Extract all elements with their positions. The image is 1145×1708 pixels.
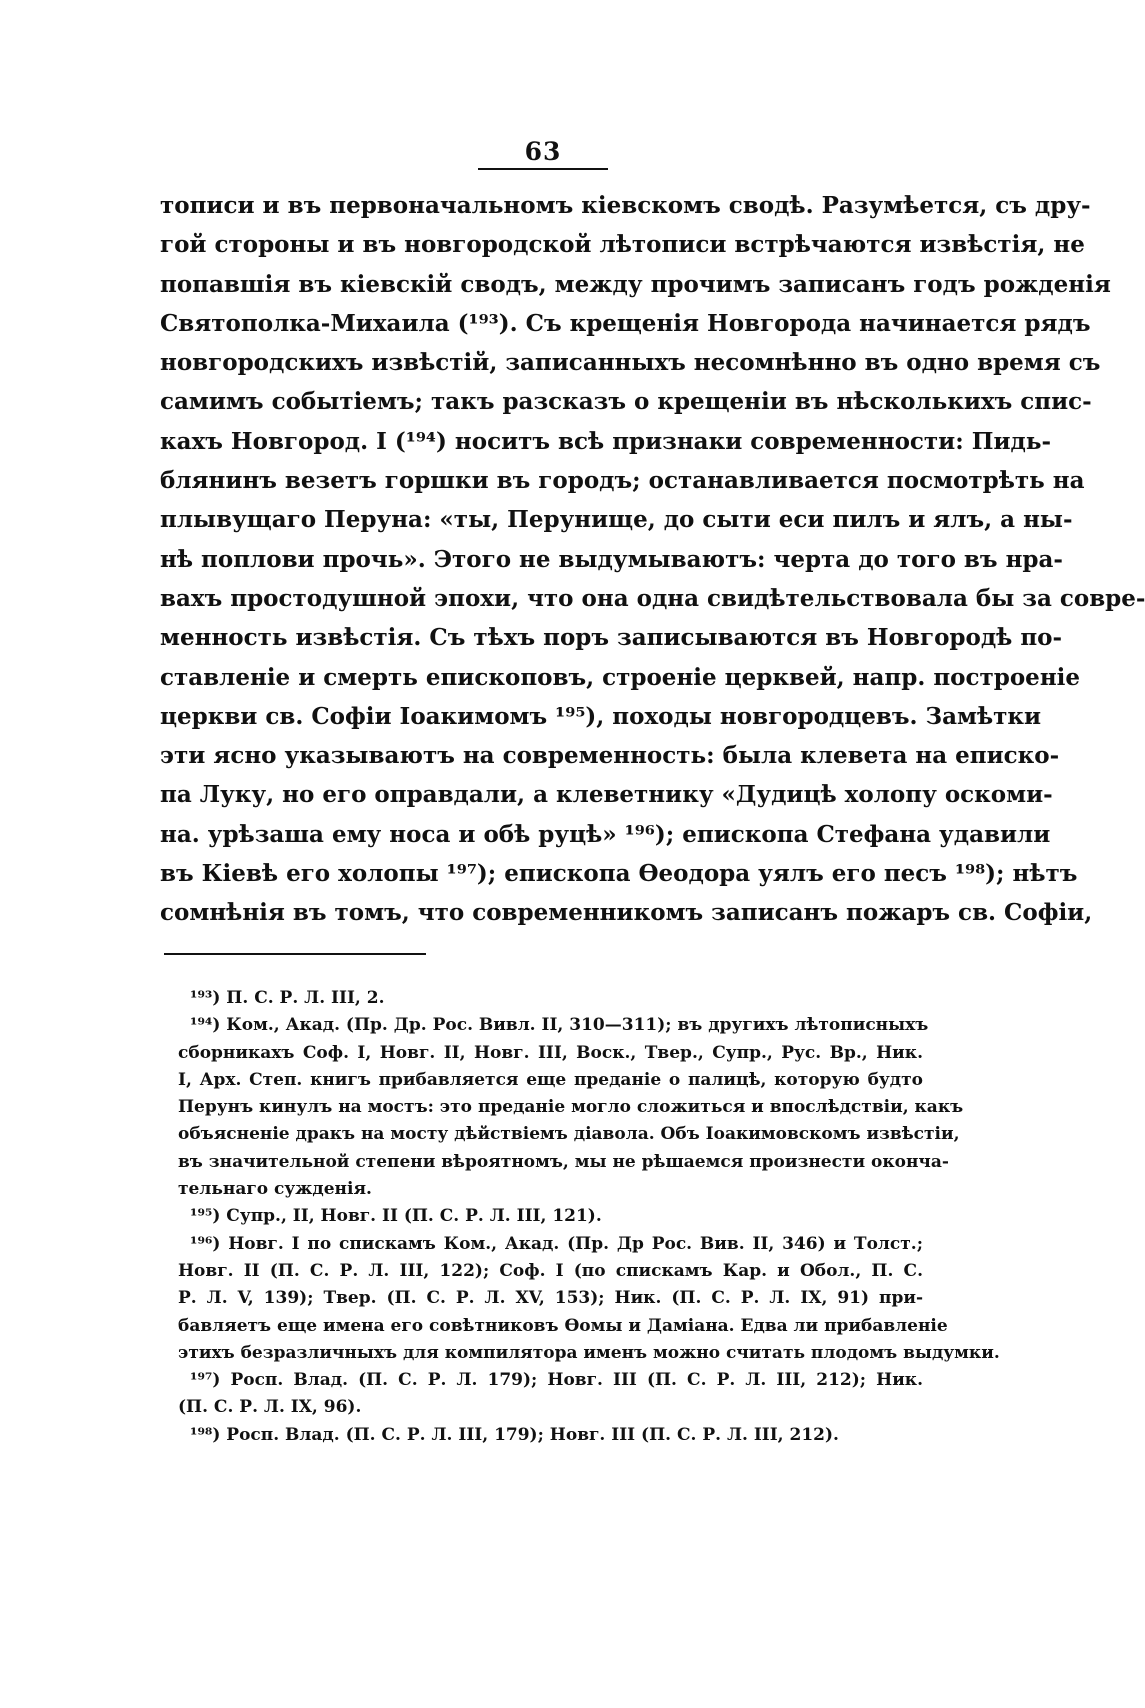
text-line: новгородскихъ извѣстій, записанныхъ несомнѣнно въ одно время съ: [160, 349, 1101, 377]
footnote-line: въ значительной степени вѣроятномъ, мы не рѣшаемся произнести оконча-: [178, 1151, 949, 1172]
footnote-separator: [164, 953, 426, 955]
footnote-line: ¹⁹⁸) Росп. Влад. (П. С. Р. Л. III, 179); Новг. III (П. С. Р. Л. III, 212).: [190, 1424, 839, 1445]
text-line: самимъ событіемъ; такъ разсказъ о крещеніи въ нѣсколькихъ спис-: [160, 388, 1092, 416]
footnote-line: тельнаго сужденія.: [178, 1179, 372, 1200]
text-line: ставленіе и смерть епископовъ, строеніе церквей, напр. построеніе: [160, 663, 1081, 691]
footnote-line: сборникахъ Соф. I, Новг. II, Новг. III, Воск., Твер., Супр., Рус. Вр., Ник.: [178, 1042, 923, 1063]
text-line: эти ясно указываютъ на современность: была клевета на еписко-: [160, 742, 1060, 770]
text-line: плывущаго Перуна: «ты, Перунище, до сыти еси пилъ и ялъ, а ны-: [160, 506, 1073, 534]
text-line: сомнѣнія въ томъ, что современникомъ записанъ пожаръ св. Софіи,: [160, 899, 1093, 927]
footnote-line: ¹⁹⁵) Супр., II, Новг. II (П. С. Р. Л. III, 121).: [190, 1206, 602, 1227]
footnote-line: Новг. II (П. С. Р. Л. III, 122); Соф. I (по спискамъ Кар. и Обол., П. С.: [178, 1260, 923, 1281]
footnotes-block: [178, 985, 1000, 1449]
text-line: менность извѣстія. Съ тѣхъ поръ записываются въ Новгородѣ по-: [160, 624, 1063, 652]
footnote-line: объясненіе дракъ на мосту дѣйствіемъ діавола. Объ Іоакимовскомъ извѣстіи,: [178, 1124, 960, 1145]
page-number-rule: [478, 168, 608, 170]
text-line: Святополка-Михаила (¹⁹³). Съ крещенія Новгорода начинается рядъ: [160, 309, 1091, 337]
page-number: 63: [524, 137, 562, 166]
footnote-line: ¹⁹⁶) Новг. I по спискамъ Ком., Акад. (Пр. Др Рос. Вив. II, 346) и Толст.;: [190, 1233, 923, 1254]
text-line: нѣ поплови прочь». Этого не выдумываютъ: черта до того въ нра-: [160, 545, 1063, 573]
text-line: па Луку, но его оправдали, а клеветнику «Дудицѣ холопу оскоми-: [160, 781, 1053, 809]
text-line: гой стороны и въ новгородской лѣтописи встрѣчаются извѣстія, не: [160, 231, 1085, 259]
footnote-line: этихъ безразличныхъ для компилятора именъ можно считать плодомъ выдумки.: [178, 1342, 1000, 1363]
footnote-line: ¹⁹³) П. С. Р. Л. III, 2.: [190, 988, 385, 1008]
footnote-line: бавляетъ еще имена его совѣтниковъ Ѳомы и Даміана. Едва ли прибавленіе: [178, 1315, 948, 1336]
footnote-line: (П. С. Р. Л. IX, 96).: [178, 1397, 362, 1418]
text-line: блянинъ везетъ горшки въ городъ; останавливается посмотрѣть на: [160, 467, 1085, 495]
footnote-line: I, Арх. Степ. книгъ прибавляется еще преданіе о палицѣ, которую будто: [178, 1069, 923, 1090]
text-line: тописи и въ первоначальномъ кіевскомъ сводѣ. Разумѣется, съ дру-: [160, 192, 1091, 219]
text-line: кахъ Новгород. I (¹⁹⁴) носитъ всѣ признаки современности: Пидь-: [160, 427, 1052, 455]
text-line: вахъ простодушной эпохи, что она одна свидѣтельствовала бы за совре-: [160, 584, 1145, 612]
footnote-line: ¹⁹⁴) Ком., Акад. (Пр. Др. Рос. Вивл. II, 310—311); въ другихъ лѣтописныхъ: [190, 1015, 929, 1036]
footnote-line: Перунъ кинулъ на мостъ: это преданіе могло сложиться и впослѣдствіи, какъ: [178, 1097, 964, 1118]
text-line: церкви св. Софіи Іоакимомъ ¹⁹⁵), походы новгородцевъ. Замѣтки: [160, 702, 1042, 730]
text-line: попавшія въ кіевскій сводъ, между прочимъ записанъ годъ рожденія: [160, 270, 1111, 298]
footnote-line: Р. Л. V, 139); Твер. (П. С. Р. Л. XV, 153); Ник. (П. С. Р. Л. IX, 91) при-: [178, 1288, 923, 1309]
footnote-line: ¹⁹⁷) Росп. Влад. (П. С. Р. Л. 179); Новг. III (П. С. Р. Л. III, 212); Ник.: [190, 1370, 923, 1391]
main-text-block: [160, 186, 1145, 933]
text-line: на. урѣзаша ему носа и обѣ руцѣ» ¹⁹⁶); епископа Стефана удавили: [160, 820, 1051, 848]
text-line: въ Кіевѣ его холопы ¹⁹⁷); епископа Ѳеодора уялъ его песъ ¹⁹⁸); нѣтъ: [160, 860, 1078, 888]
